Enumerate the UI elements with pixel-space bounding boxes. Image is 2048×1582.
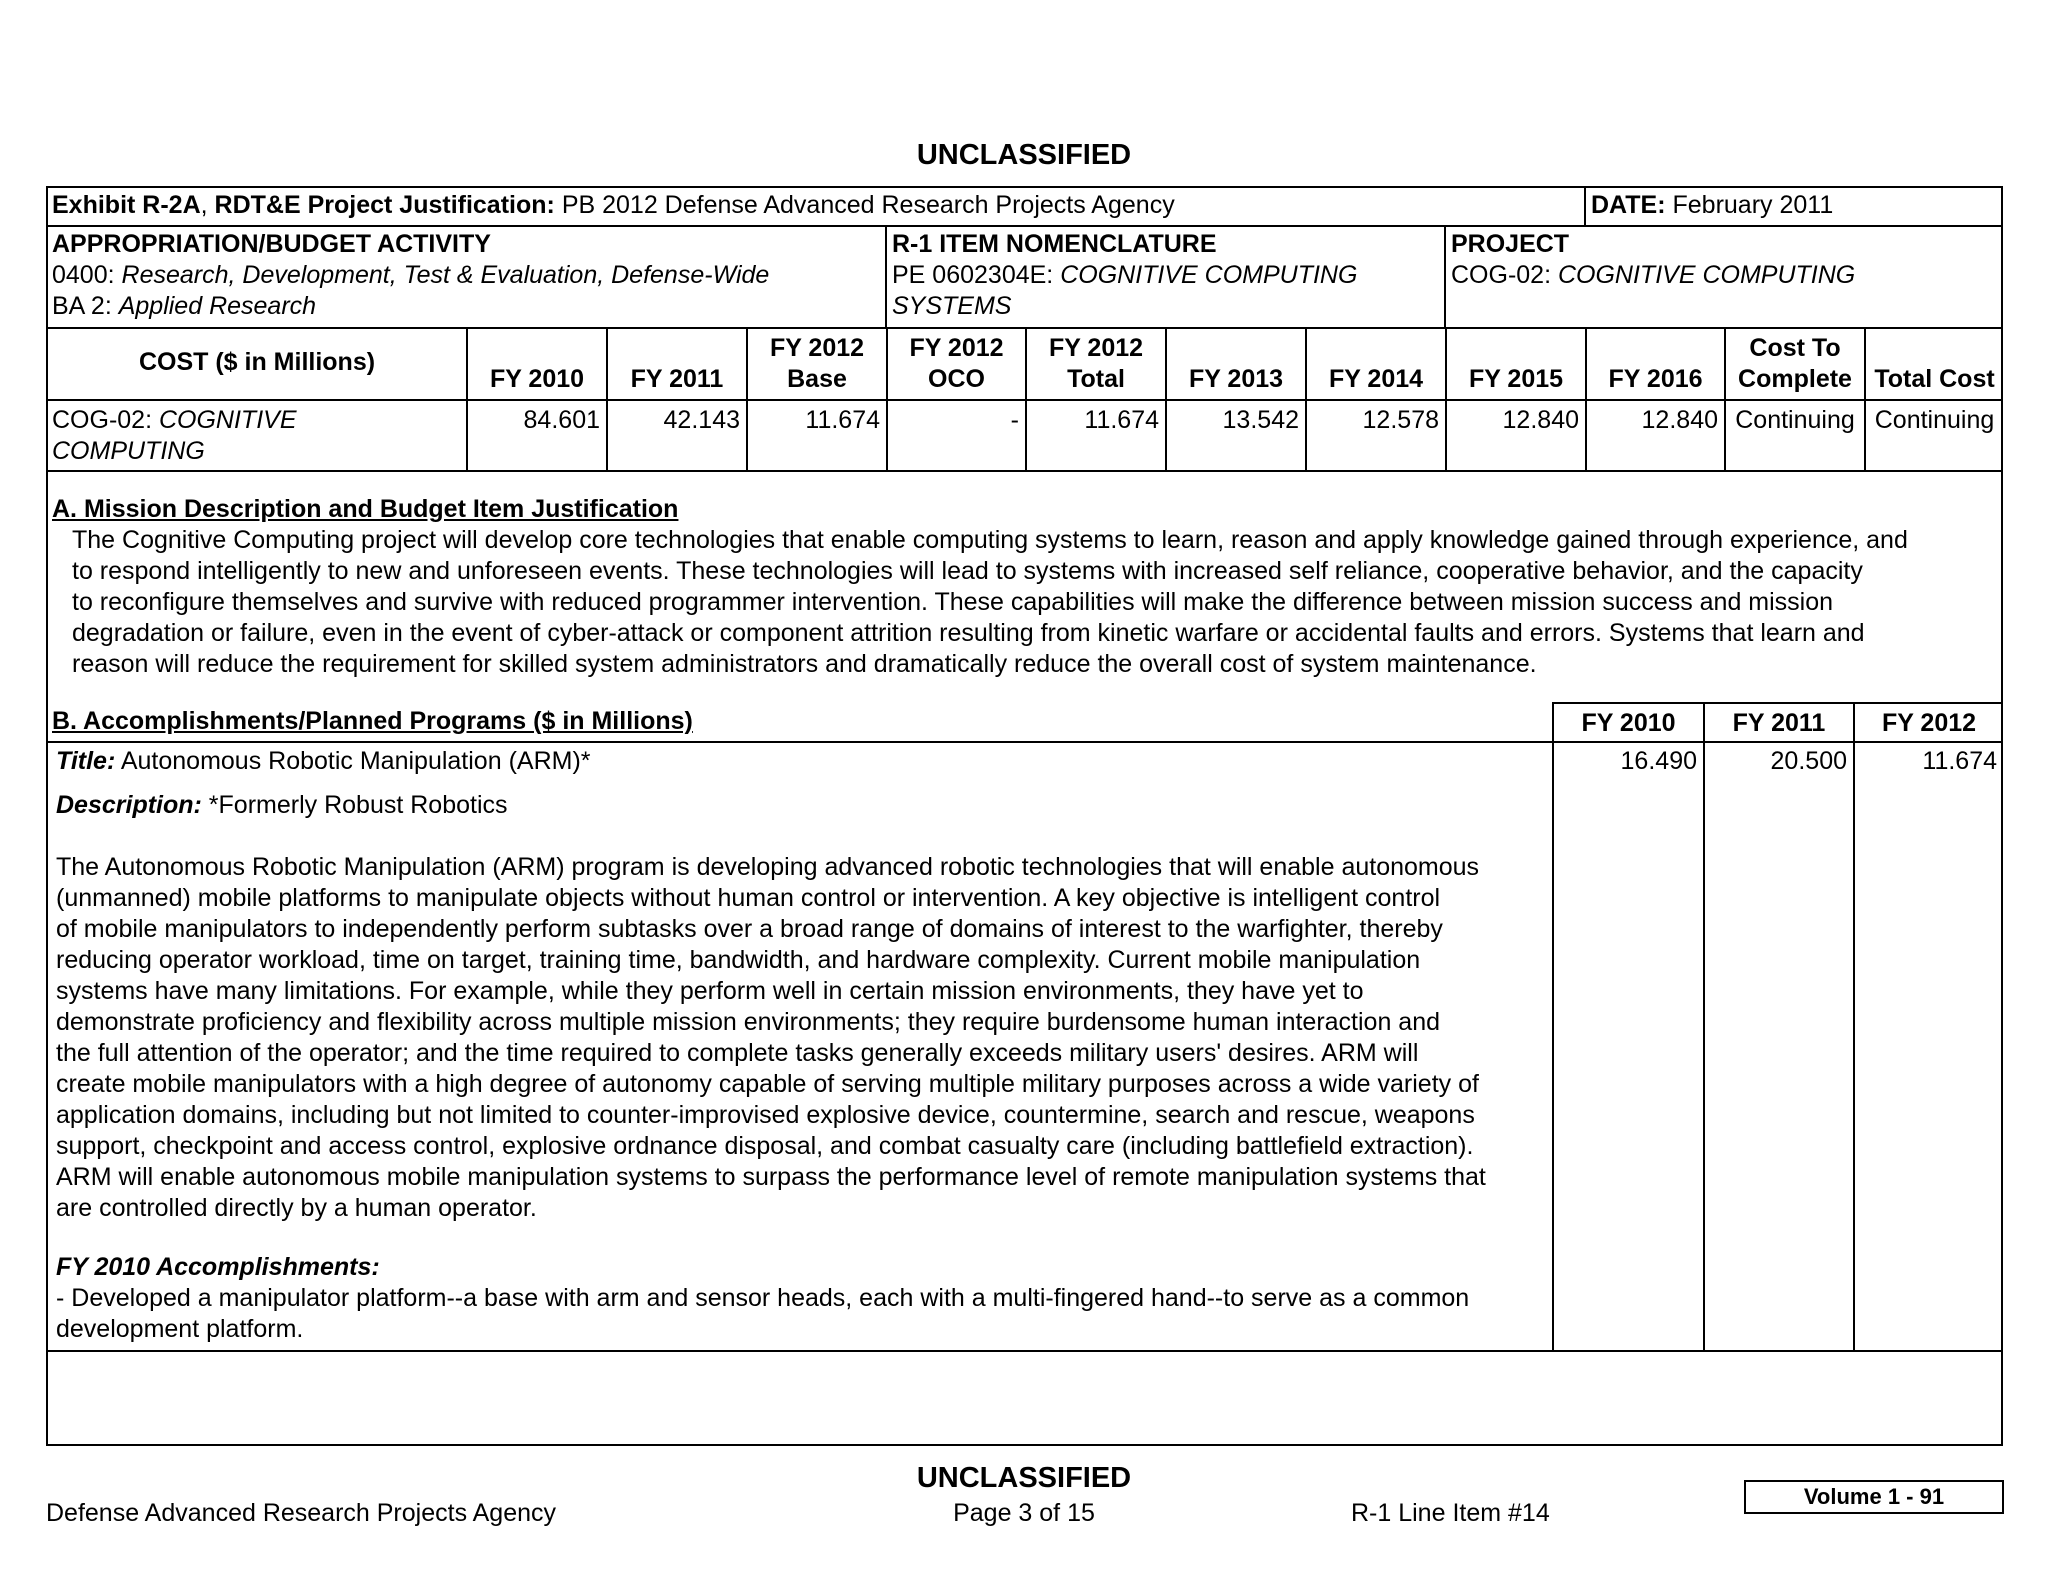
cost-cell: 84.601 — [523, 406, 600, 434]
project-text: COGNITIVE COMPUTING — [1557, 261, 1856, 289]
cost-col-header-l2: OCO — [928, 365, 985, 393]
rule-section-b-end — [46, 1350, 2003, 1352]
rule-info-divider-2 — [1444, 225, 1446, 328]
acc-value: 11.674 — [1922, 747, 1997, 775]
cost-cell: Continuing — [1874, 406, 1995, 434]
cost-cell: 12.578 — [1362, 406, 1439, 434]
cost-col-header-l2: FY 2016 — [1608, 365, 1703, 393]
exhibit-label: Exhibit R-2A — [52, 191, 201, 219]
approp-line-1 — [52, 260, 769, 291]
cost-cell: - — [1010, 406, 1019, 434]
section-a-line: reason will reduce the requirement for skilled system administrators and dramatically reduce the overall cost of system maintenance. — [72, 650, 1537, 678]
cost-col-line — [466, 327, 468, 471]
program-description-value: *Formerly Robust Robotics — [201, 791, 508, 819]
acc-col-line — [1552, 702, 1554, 1350]
program-description — [56, 790, 508, 821]
cost-col-header-l2: FY 2013 — [1188, 365, 1284, 393]
cost-col-header-l2: FY 2014 — [1328, 365, 1424, 393]
rule-header — [46, 225, 2003, 227]
cost-row-name-1 — [52, 405, 297, 436]
program-body-line: (unmanned) mobile platforms to manipulate objects without human control or intervention. A key objective is intelligent control — [56, 884, 1441, 912]
accomplishment-line: development platform. — [56, 1315, 304, 1343]
acc-col-header: FY 2011 — [1732, 709, 1826, 737]
program-description-label: Description: — [56, 791, 202, 819]
approp-line-2-text: Applied Research — [118, 292, 317, 320]
cost-cell: 13.542 — [1222, 406, 1299, 434]
acc-value: 16.490 — [1620, 747, 1697, 775]
cost-col-header-l2: FY 2015 — [1468, 365, 1564, 393]
section-a-line: The Cognitive Computing project will develop core technologies that enable computing systems to learn, reason and apply knowledge gained through experience, and — [72, 526, 1908, 554]
cost-cell: 12.840 — [1502, 406, 1579, 434]
cost-cell: 12.840 — [1641, 406, 1718, 434]
cost-col-line — [1585, 327, 1587, 471]
program-body-line: systems have many limitations. For example, while they perform well in certain mission environments, they have yet to — [56, 977, 1364, 1005]
section-b-title: B. Accomplishments/Planned Programs ($ in Millions) — [52, 707, 693, 735]
cost-row-name-2: COMPUTING — [52, 437, 205, 465]
cost-col-header-l1: FY 2012 — [1048, 334, 1144, 362]
section-a-line: to reconfigure themselves and survive with reduced programmer intervention. These capabilities will make the difference between mission success and mission — [72, 588, 1834, 616]
program-title-value: Autonomous Robotic Manipulation (ARM)* — [115, 747, 591, 775]
cost-col-line — [1165, 327, 1167, 471]
cost-col-header-l2: Total Cost — [1874, 365, 1995, 393]
rule-date-divider — [1584, 186, 1586, 226]
cost-row-name-part-1: COGNITIVE — [158, 406, 297, 434]
project-label: PROJECT — [1451, 230, 1570, 258]
justification-value: PB 2012 Defense Advanced Research Projects Agency — [561, 191, 1175, 219]
program-body-line: demonstrate proficiency and flexibility across multiple mission environments; they require burdensome human interaction and — [56, 1008, 1441, 1036]
project-code: COG-02: — [1451, 261, 1558, 289]
program-body-line: application domains, including but not limited to counter-improvised explosive device, countermine, search and rescue, weapons — [56, 1101, 1475, 1129]
acc-col-header: FY 2010 — [1581, 709, 1676, 737]
date-label: DATE: — [1591, 191, 1666, 219]
approp-line-2-code: BA 2: — [52, 292, 119, 320]
section-a-line: to respond intelligently to new and unforeseen events. These technologies will lead to systems with increased self reliance, cooperative behavior, and the capacity — [72, 557, 1863, 585]
cost-col-header-l2: FY 2011 — [630, 365, 724, 393]
acc-col-line — [1703, 702, 1705, 1350]
acc-value: 20.500 — [1770, 747, 1847, 775]
approp-line-2 — [52, 291, 316, 322]
cost-col-header-l1: FY 2012 — [909, 334, 1004, 362]
approp-line-1-code: 0400: — [52, 261, 122, 289]
cost-col-header-l2: Base — [787, 365, 847, 393]
section-a-line: degradation or failure, even in the event of cyber-attack or component attrition resulting from kinetic warfare or accidental faults and errors. Systems that learn and — [72, 619, 1865, 647]
date-field — [1591, 190, 1833, 221]
r1-line-2: SYSTEMS — [892, 292, 1012, 320]
cost-col-header-l2: Complete — [1738, 365, 1852, 393]
r1-line-1 — [892, 260, 1357, 291]
exhibit-separator: , — [200, 191, 215, 219]
program-body-line: The Autonomous Robotic Manipulation (ARM) program is developing advanced robotic technologies that will enable autonomous — [56, 853, 1480, 881]
rule-info-divider-1 — [885, 225, 887, 328]
rule-section-b-header — [46, 741, 2003, 743]
footer-line-item: R-1 Line Item #14 — [1351, 1499, 1550, 1527]
footer-volume-box: Volume 1 - 91 — [1744, 1480, 2004, 1514]
footer-agency: Defense Advanced Research Projects Agency — [46, 1499, 557, 1527]
accomplishments-heading: FY 2010 Accomplishments: — [56, 1253, 380, 1281]
approp-label: APPROPRIATION/BUDGET ACTIVITY — [52, 230, 491, 258]
cost-col-line — [1305, 327, 1307, 471]
approp-line-1-text: Research, Development, Test & Evaluation, Defense-Wide — [121, 261, 770, 289]
cost-table-title: COST ($ in Millions) — [138, 348, 376, 376]
cost-cell: Continuing — [1735, 406, 1855, 434]
program-body-line: the full attention of the operator; and the time required to complete tasks generally exceeds military users' desires. ARM will — [56, 1039, 1419, 1067]
cost-col-header-l1: FY 2012 — [769, 334, 865, 362]
classification-bottom: UNCLASSIFIED — [916, 1462, 1132, 1494]
cost-cell: 42.143 — [663, 406, 740, 434]
program-body-line: of mobile manipulators to independently perform subtasks over a broad range of domains of interest to the warfighter, thereby — [56, 915, 1443, 943]
justification-label: RDT&E Project Justification: — [214, 191, 555, 219]
date-value: February 2011 — [1672, 191, 1834, 219]
program-body-line: reducing operator workload, time on target, training time, bandwidth, and hardware complexity. Current mobile manipulation — [56, 946, 1421, 974]
program-body-line: are controlled directly by a human operator. — [56, 1194, 537, 1222]
acc-col-line — [1853, 702, 1855, 1350]
r1-label: R-1 ITEM NOMENCLATURE — [892, 230, 1217, 258]
program-title-label: Title: — [56, 747, 116, 775]
classification-top: UNCLASSIFIED — [916, 139, 1132, 171]
project-line — [1451, 260, 1855, 291]
cost-col-line — [1864, 327, 1866, 471]
section-a-title: A. Mission Description and Budget Item Justification — [52, 495, 679, 523]
program-body-line: create mobile manipulators with a high degree of autonomy capable of serving multiple military purposes across a wide variety of — [56, 1070, 1479, 1098]
exhibit-title — [52, 190, 1175, 221]
cost-col-line — [1445, 327, 1447, 471]
program-body-line: ARM will enable autonomous mobile manipulation systems to surpass the performance level of remote manipulation systems that — [56, 1163, 1486, 1191]
cost-col-header-l2: FY 2010 — [489, 365, 585, 393]
cost-cell: 11.674 — [805, 406, 880, 434]
cost-row-code: COG-02: — [52, 406, 159, 434]
r1-line-1-code: PE 0602304E: — [892, 261, 1061, 289]
program-title — [56, 746, 591, 777]
program-body-line: support, checkpoint and access control, explosive ordnance disposal, and combat casualty care (including battlefield extraction). — [56, 1132, 1474, 1160]
cost-cell: 11.674 — [1084, 406, 1159, 434]
accomplishment-line: - Developed a manipulator platform--a base with arm and sensor heads, each with a multi-fingered hand--to serve as a common — [56, 1284, 1470, 1312]
acc-header-top-rule — [1552, 702, 2003, 704]
acc-col-header: FY 2012 — [1881, 709, 1977, 737]
cost-col-line — [606, 327, 608, 471]
cost-col-header-l2: Total — [1067, 365, 1125, 393]
cost-col-header-l1: Cost To — [1749, 334, 1841, 362]
footer-page-number: Page 3 of 15 — [953, 1499, 1095, 1527]
r1-line-1-text: COGNITIVE COMPUTING — [1060, 261, 1358, 289]
